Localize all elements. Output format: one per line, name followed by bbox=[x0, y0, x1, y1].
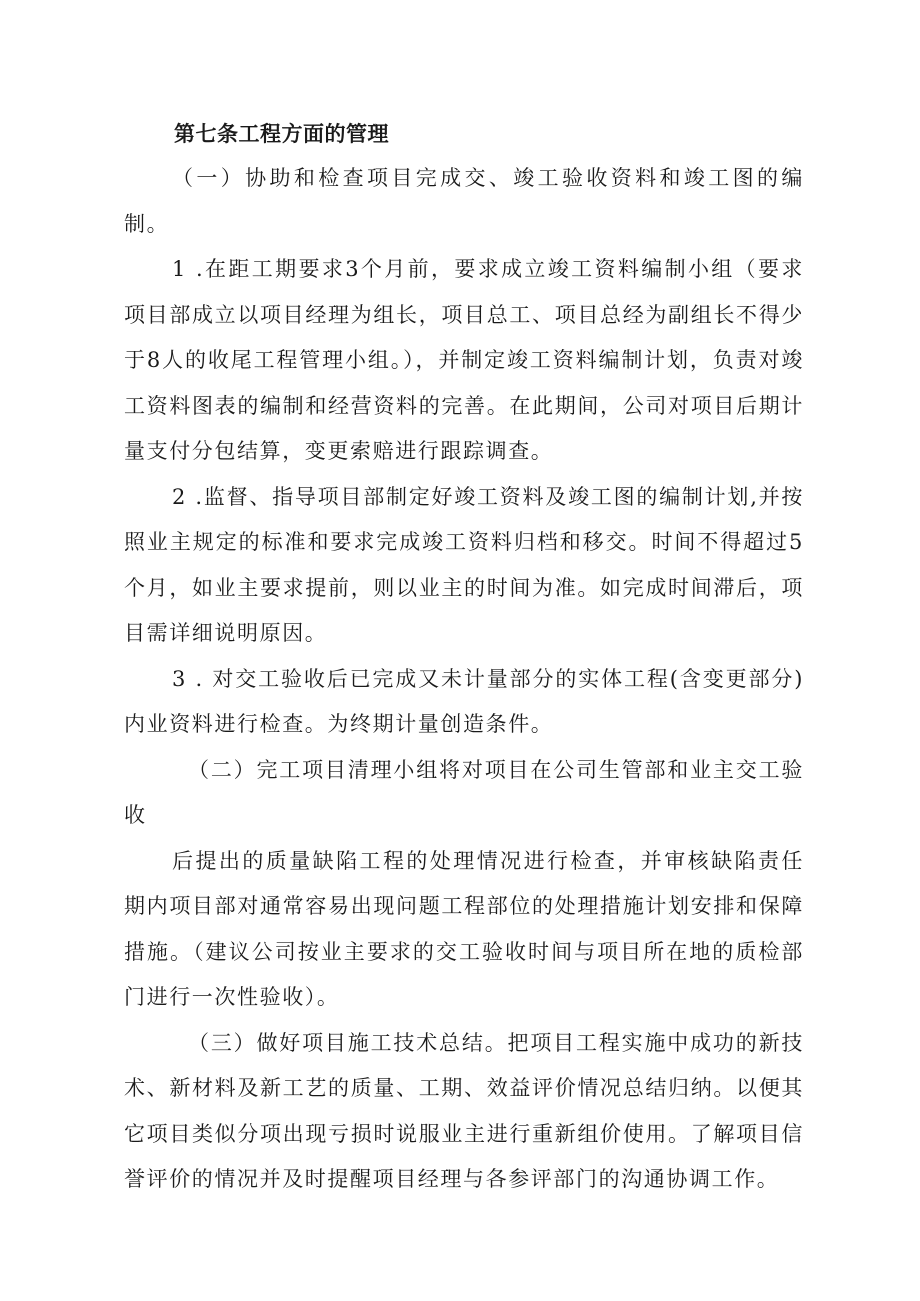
paragraph-7: （三）做好项目施工技术总结。把项目工程实施中成功的新技术、新材料及新工艺的质量、工期、效益评价情况总结归纳。以便其它项目类似分项出现亏损时说服业主进行重新组价使用。了解项目信誉评价的情况并及时提醒项目经理与各参评部门的沟通协调工作。 bbox=[124, 1030, 804, 1191]
paragraph-2: 1 .在距工期要求3个月前，要求成立竣工资料编制小组（要求项目部成立以项目经理为组长，项目总工、项目总经为副组长不得少于8人的收尾工程管理小组。），并制定竣工资料编制计划，负责对竣工资料图表的编制和经营资料的完善。在此期间，公司对项目后期计量支付分包结算，变更索赔进行跟踪调查。 bbox=[124, 257, 804, 463]
section-heading: 第七条工程方面的管理 bbox=[174, 122, 389, 146]
paragraph-3: 2 .监督、指导项目部制定好竣工资料及竣工图的编制计划,并按照业主规定的标准和要求完成竣工资料归档和移交。时间不得超过5个月，如业主要求提前，则以业主的时间为准。如完成时间滞后，项目需详细说明原因。 bbox=[124, 484, 804, 645]
paragraph-6: 后提出的质量缺陷工程的处理情况进行检查，并审核缺陷责任期内项目部对通常容易出现问题工程部位的处理措施计划安排和保障措施。（建议公司按业主要求的交工验收时间与项目所在地的质检部门进行一次性验收）。 bbox=[124, 848, 804, 1009]
paragraph-1: （一）协助和检查项目完成交、竣工验收资料和竣工图的编制。 bbox=[124, 166, 804, 236]
paragraph-5: （二）完工项目清理小组将对项目在公司生管部和业主交工验收 bbox=[124, 757, 804, 827]
document-page bbox=[124, 112, 804, 1203]
paragraph-4: 3 . 对交工验收后已完成又未计量部分的实体工程(含变更部分)内业资料进行检查。为终期计量创造条件。 bbox=[124, 666, 804, 736]
